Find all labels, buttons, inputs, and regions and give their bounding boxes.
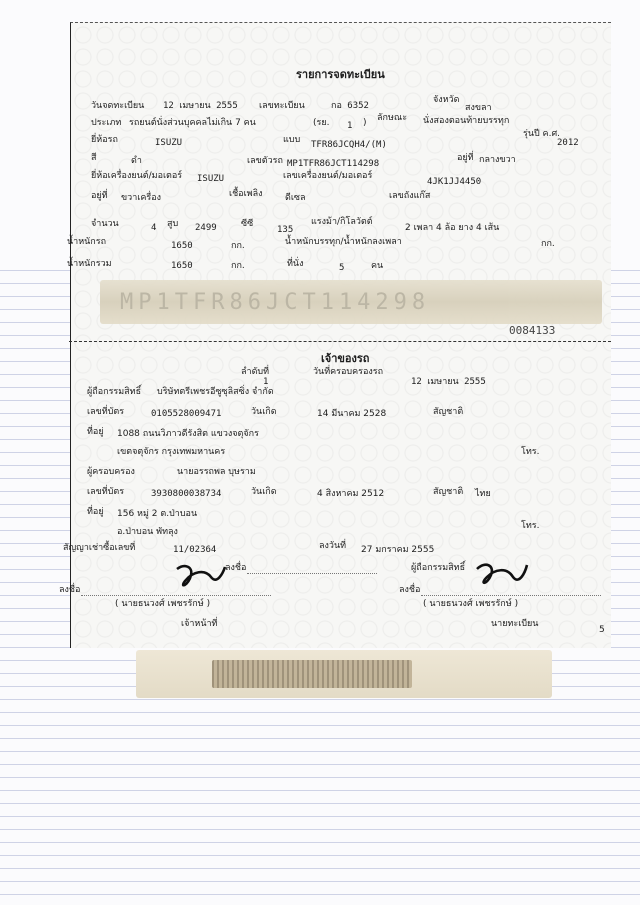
ruled-line <box>0 738 640 739</box>
ruled-line <box>0 881 640 882</box>
nature-label: ลักษณะ <box>377 113 408 123</box>
owned-date-label: วันที่ครอบครองรถ <box>313 367 384 377</box>
owner-name: บริษัทตรีเพชรอีซูซุลิสซิ่ง จำกัด <box>157 387 274 397</box>
tel-label: โทร. <box>521 447 540 457</box>
persons-label: คน <box>371 261 384 271</box>
kg-1: กก. <box>231 241 245 251</box>
officer-role-left: เจ้าหน้าที่ <box>181 619 218 629</box>
section-divider <box>69 341 611 342</box>
sign-label-1: ลงชื่อ <box>225 563 247 573</box>
fuel-label: เชื้อเพลิง <box>229 189 263 199</box>
horsepower: 135 <box>277 225 294 235</box>
chassis-location: กลางขวา <box>479 155 516 165</box>
registration-form <box>59 22 611 648</box>
address-line-2: เขตจตุจักร กรุงเทพมหานคร <box>117 447 226 457</box>
ruled-line <box>0 751 640 752</box>
signature-left <box>171 559 231 595</box>
fuel: ดีเซล <box>285 193 306 203</box>
ruled-line <box>0 868 640 869</box>
chassis-loc-label: อยู่ที่ <box>457 153 474 163</box>
tape-imprint: MP1TFR86JCT114298 <box>120 290 431 315</box>
cc-label: ซีซี <box>241 219 254 229</box>
engine-number: 4JK1JJ4450 <box>427 177 482 187</box>
holder-id: 3930800038734 <box>151 489 222 499</box>
nationality-label: สัญชาติ <box>433 407 464 417</box>
officer-role-right: นายทะเบียน <box>491 619 539 629</box>
sign-line-1 <box>247 573 377 574</box>
sign-line-2 <box>81 595 271 596</box>
owner-id-label: เลขที่บัตร <box>87 407 125 417</box>
kg-3: กก. <box>231 261 245 271</box>
order-label: ลำดับที่ <box>241 367 270 377</box>
ruled-line <box>0 699 640 700</box>
cyl-label: สูบ <box>167 219 179 229</box>
tape-strip <box>100 280 602 324</box>
model: TFR86JCQH4/(M) <box>311 140 387 150</box>
birth2-label: วันเกิด <box>251 487 277 497</box>
brand: ISUZU <box>155 138 183 148</box>
sign-label-2: ลงชื่อ <box>59 585 81 595</box>
signature-right <box>471 557 531 593</box>
chassis-label: เลขตัวรถ <box>247 156 283 166</box>
year-label: รุ่นปี ค.ศ. <box>523 129 561 139</box>
nationality2: ไทย <box>475 489 491 499</box>
contract-label: สัญญาเช่าซื้อเลขที่ <box>63 543 136 553</box>
ruled-line <box>0 777 640 778</box>
ruled-line <box>0 764 640 765</box>
owned-date: 12 เมษายน 2555 <box>411 377 486 387</box>
weight-label: น้ำหนักรถ <box>67 237 107 247</box>
nationality2-label: สัญชาติ <box>433 487 464 497</box>
tape-residue <box>212 660 412 688</box>
color-label: สี <box>91 153 97 163</box>
ruled-line <box>0 803 640 804</box>
gas-label: เลขถังแก๊ส <box>389 191 431 201</box>
contract-date-label: ลงวันที่ <box>319 541 347 551</box>
ruled-line <box>0 855 640 856</box>
reg-no-label: เลขทะเบียน <box>259 101 305 111</box>
birth-date: 14 มีนาคม 2528 <box>317 409 387 419</box>
officer-name-right-text: นายธนวงศ์ เพชรรักษ์ <box>429 599 512 609</box>
reg-no: กอ 6352 <box>331 101 369 111</box>
nature: นั่งสองตอนท้ายบรรทุก <box>423 116 510 126</box>
qty-label: จำนวน <box>91 219 119 229</box>
engine-loc-label: อยู่ที่ <box>91 191 108 201</box>
total-weight: 1650 <box>171 261 193 271</box>
weight: 1650 <box>171 241 193 251</box>
cc: 2499 <box>195 223 217 233</box>
model-label: แบบ <box>283 135 301 145</box>
vehicle-type: รถยนต์นั่งส่วนบุคคลไม่เกิน 7 คน <box>129 118 256 128</box>
province-label: จังหวัด <box>433 95 460 105</box>
address2-label: ที่อยู่ <box>87 507 104 517</box>
serial-number: 0084133 <box>509 324 556 337</box>
reg-date: 12 เมษายน 2555 <box>163 101 238 111</box>
ruled-line <box>0 725 640 726</box>
total-weight-label: น้ำหนักรวม <box>67 259 112 269</box>
code-label: (รย. <box>313 118 330 128</box>
ruled-line <box>0 829 640 830</box>
contract-date: 27 มกราคม 2555 <box>361 545 435 555</box>
owner-label: ผู้ถือกรรมสิทธิ์ <box>87 387 142 397</box>
officer-name-left-text: นายธนวงศ์ เพชรรักษ์ <box>121 599 204 609</box>
reg-date-label: วันจดทะเบียน <box>91 101 145 111</box>
kg-2: กก. <box>541 239 555 249</box>
code-close: ) <box>363 118 367 128</box>
engine-brand: ISUZU <box>197 174 225 184</box>
province: สงขลา <box>465 103 492 113</box>
seats: 5 <box>339 263 345 273</box>
tel2-label: โทร. <box>521 521 540 531</box>
birth-label: วันเกิด <box>251 407 277 417</box>
officer-name-right: ( นายธนวงศ์ เพชรรักษ์ ) <box>423 599 519 609</box>
qty: 4 <box>151 223 157 233</box>
order: 1 <box>263 377 269 387</box>
axle-config: 2 เพลา 4 ล้อ ยาง 4 เส้น <box>405 223 500 233</box>
hp-label: แรงม้า/กิโลวัตต์ <box>311 217 373 227</box>
sign-line-3 <box>421 595 601 596</box>
holder-name: นายอรรถพล บุษราม <box>177 467 256 477</box>
contract-number: 11/02364 <box>173 545 217 555</box>
birth2-date: 4 สิงหาคม 2512 <box>317 489 385 499</box>
engine-no-label: เลขเครื่องยนต์/มอเตอร์ <box>283 171 373 181</box>
chassis-number: MP1TFR86JCT114298 <box>287 159 380 169</box>
page-number-bottom: 5 <box>599 625 605 635</box>
address2-line-2: อ.ป่าบอน พัทลุง <box>117 527 178 537</box>
owner-id: 0105528009471 <box>151 409 222 419</box>
color: ดำ <box>131 156 142 166</box>
owner-section-title: เจ้าของรถ <box>321 352 370 365</box>
engine-brand-label: ยี่ห้อเครื่องยนต์/มอเตอร์ <box>91 171 183 181</box>
ruled-line <box>0 712 640 713</box>
ruled-line <box>0 894 640 895</box>
brand-label: ยี่ห้อรถ <box>91 135 118 145</box>
form-title: รายการจดทะเบียน <box>296 68 385 81</box>
ruled-line <box>0 842 640 843</box>
address-line-1: 1088 ถนนวิภาวดีรังสิต แขวงจตุจักร <box>117 429 259 439</box>
tape-strip-bottom <box>136 650 552 698</box>
holder-label: ผู้ครอบครอง <box>87 467 135 477</box>
type-label: ประเภท <box>91 118 122 128</box>
code: 1 <box>347 121 353 131</box>
address2-line-1: 156 หมู่ 2 ต.ป่าบอน <box>117 509 198 519</box>
ruled-line <box>0 816 640 817</box>
holder-id-label: เลขที่บัตร <box>87 487 125 497</box>
owner-sig-label: ผู้ถือกรรมสิทธิ์ <box>411 563 466 573</box>
officer-name-left: ( นายธนวงศ์ เพชรรักษ์ ) <box>115 599 211 609</box>
year: 2012 <box>557 138 579 148</box>
seats-label: ที่นั่ง <box>287 259 304 269</box>
ruled-line <box>0 790 640 791</box>
address-label: ที่อยู่ <box>87 427 104 437</box>
sign-label-3: ลงชื่อ <box>399 585 421 595</box>
engine-location: ขวาเครื่อง <box>121 193 161 203</box>
load-label: น้ำหนักบรรทุก/น้ำหนักลงเพลา <box>285 237 402 247</box>
